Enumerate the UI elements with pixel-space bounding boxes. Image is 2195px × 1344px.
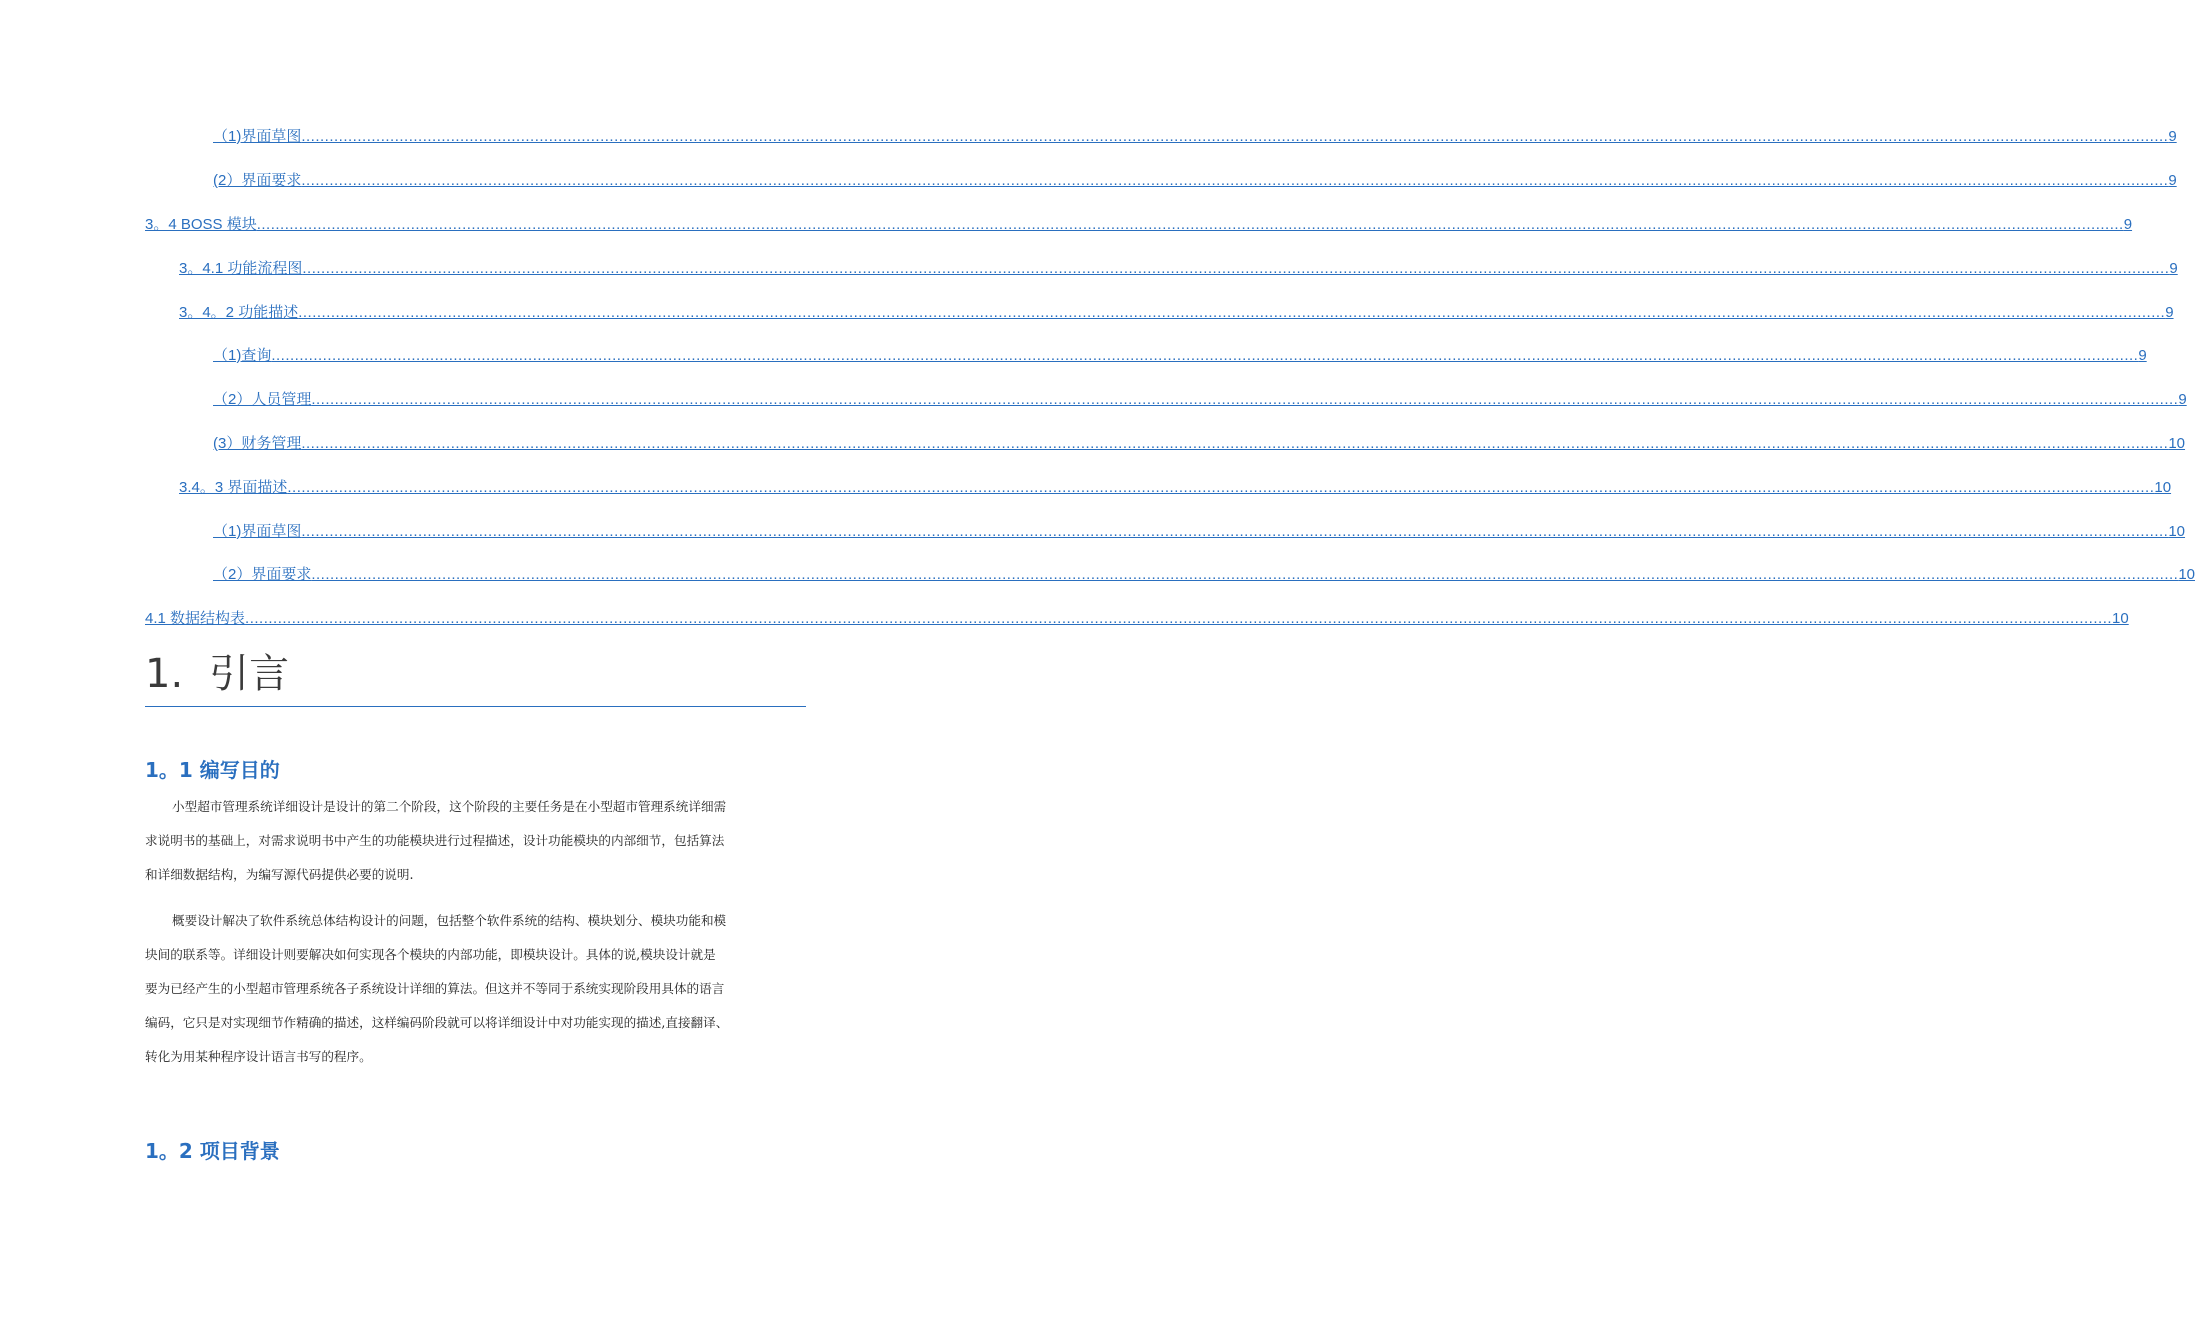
chapter-heading bbox=[145, 646, 806, 707]
toc-item-label: （1)界面草图 bbox=[213, 128, 302, 145]
toc-leader-dots: ................................................................................................................................................................................................................................................................................................................................................................................................................ bbox=[287, 479, 2155, 496]
toc-leader-dots: ................................................................................................................................................................................................................................................................................................................................................................................................................ bbox=[301, 172, 2169, 189]
toc-item-label: (3）财务管理 bbox=[213, 435, 302, 452]
toc-item-label: （2）界面要求 bbox=[213, 566, 312, 583]
toc-item-5[interactable] bbox=[145, 300, 2174, 322]
toc-item-page: 9 bbox=[2168, 172, 2177, 189]
toc-item-2[interactable] bbox=[145, 168, 2177, 190]
paragraph-line: 和详细数据结构，为编写源代码提供必要的说明. bbox=[145, 867, 414, 882]
toc-item-page: 10 bbox=[2168, 523, 2186, 540]
toc-item-label: 4.1 数据结构表 bbox=[145, 610, 246, 627]
toc-item-label: （1)查询 bbox=[213, 347, 272, 364]
toc-item-page: 9 bbox=[2169, 260, 2178, 277]
toc-item-1[interactable] bbox=[145, 124, 2177, 146]
chapter-title: 引言 bbox=[209, 651, 290, 697]
paragraph-line: 概要设计解决了软件系统总体结构设计的问题，包括整个软件系统的结构、模块划分、模块功能和模 bbox=[172, 913, 727, 928]
toc-leader-dots: ................................................................................................................................................................................................................................................................................................................................................................................................................ bbox=[311, 391, 2179, 408]
paragraph-line: 要为已经产生的小型超市管理系统各子系统设计详细的算法。但这并不等同于系统实现阶段用具体的语言 bbox=[145, 981, 725, 996]
toc-leader-dots: ................................................................................................................................................................................................................................................................................................................................................................................................................ bbox=[298, 304, 2166, 321]
toc-item-label: 3。4。2 功能描述 bbox=[179, 304, 299, 321]
toc-item-label: 3.4。3 界面描述 bbox=[179, 479, 288, 496]
toc-item-10[interactable] bbox=[145, 519, 2186, 541]
paragraph-purpose-2 bbox=[145, 904, 811, 1074]
toc-item-page: 10 bbox=[2168, 435, 2186, 452]
toc-item-page: 10 bbox=[2112, 610, 2129, 627]
paragraph-line: 块间的联系等。详细设计则要解决如何实现各个模块的内部功能，即模块设计。具体的说,模块设计就是 bbox=[145, 947, 716, 962]
paragraph-line: 编码，它只是对实现细节作精确的描述，这样编码阶段就可以将详细设计中对功能实现的描述,直接翻译、 bbox=[145, 1015, 729, 1030]
toc-item-label: 3。4 BOSS 模块 bbox=[145, 216, 257, 233]
toc-item-7[interactable] bbox=[145, 387, 2187, 409]
section-heading-1-2: 1。2 项目背景 bbox=[145, 1139, 280, 1163]
toc-item-page: 9 bbox=[2138, 347, 2147, 364]
toc-item-page: 10 bbox=[2178, 566, 2195, 583]
toc-leader-dots: ................................................................................................................................................................................................................................................................................................................................................................................................................ bbox=[301, 435, 2169, 452]
toc-leader-dots: ................................................................................................................................................................................................................................................................................................................................................................................................................ bbox=[301, 128, 2169, 145]
toc-item-12[interactable] bbox=[145, 606, 2129, 628]
paragraph-line: 小型超市管理系统详细设计是设计的第二个阶段，这个阶段的主要任务是在小型超市管理系统详细需 bbox=[172, 799, 727, 814]
toc-item-page: 9 bbox=[2123, 216, 2133, 233]
toc-item-label: 3。4.1 功能流程图 bbox=[179, 260, 303, 277]
toc-leader-dots: ................................................................................................................................................................................................................................................................................................................................................................................................................ bbox=[311, 566, 2179, 583]
toc-item-page: 9 bbox=[2165, 304, 2174, 321]
toc-leader-dots: ................................................................................................................................................................................................................................................................................................................................................................................................................ bbox=[245, 610, 2113, 627]
toc-item-9[interactable] bbox=[145, 475, 2172, 497]
toc-leader-dots: ................................................................................................................................................................................................................................................................................................................................................................................................................ bbox=[301, 523, 2169, 540]
chapter-number: 1. bbox=[145, 651, 184, 697]
toc-item-8[interactable] bbox=[145, 431, 2186, 453]
toc-item-11[interactable] bbox=[145, 562, 2195, 584]
toc-item-page: 9 bbox=[2168, 128, 2177, 145]
toc-item-3[interactable] bbox=[145, 212, 2133, 234]
toc-item-4[interactable] bbox=[145, 256, 2178, 278]
toc-item-label: (2）界面要求 bbox=[213, 172, 302, 189]
paragraph-purpose-1 bbox=[145, 790, 811, 892]
toc-item-label: （1)界面草图 bbox=[213, 523, 302, 540]
toc-leader-dots: ................................................................................................................................................................................................................................................................................................................................................................................................................ bbox=[302, 260, 2170, 277]
toc-leader-dots: ................................................................................................................................................................................................................................................................................................................................................................................................................ bbox=[256, 216, 2124, 233]
toc-item-page: 9 bbox=[2178, 391, 2187, 408]
toc-item-6[interactable] bbox=[145, 343, 2147, 365]
paragraph-line: 求说明书的基础上，对需求说明书中产生的功能模块进行过程描述，设计功能模块的内部细节，包括算法 bbox=[145, 833, 725, 848]
paragraph-line: 转化为用某种程序设计语言书写的程序。 bbox=[145, 1049, 372, 1064]
section-heading-1-1: 1。1 编写目的 bbox=[145, 758, 280, 782]
toc-leader-dots: ................................................................................................................................................................................................................................................................................................................................................................................................................ bbox=[271, 347, 2139, 364]
toc-item-page: 10 bbox=[2154, 479, 2172, 496]
toc-item-label: （2）人员管理 bbox=[213, 391, 312, 408]
